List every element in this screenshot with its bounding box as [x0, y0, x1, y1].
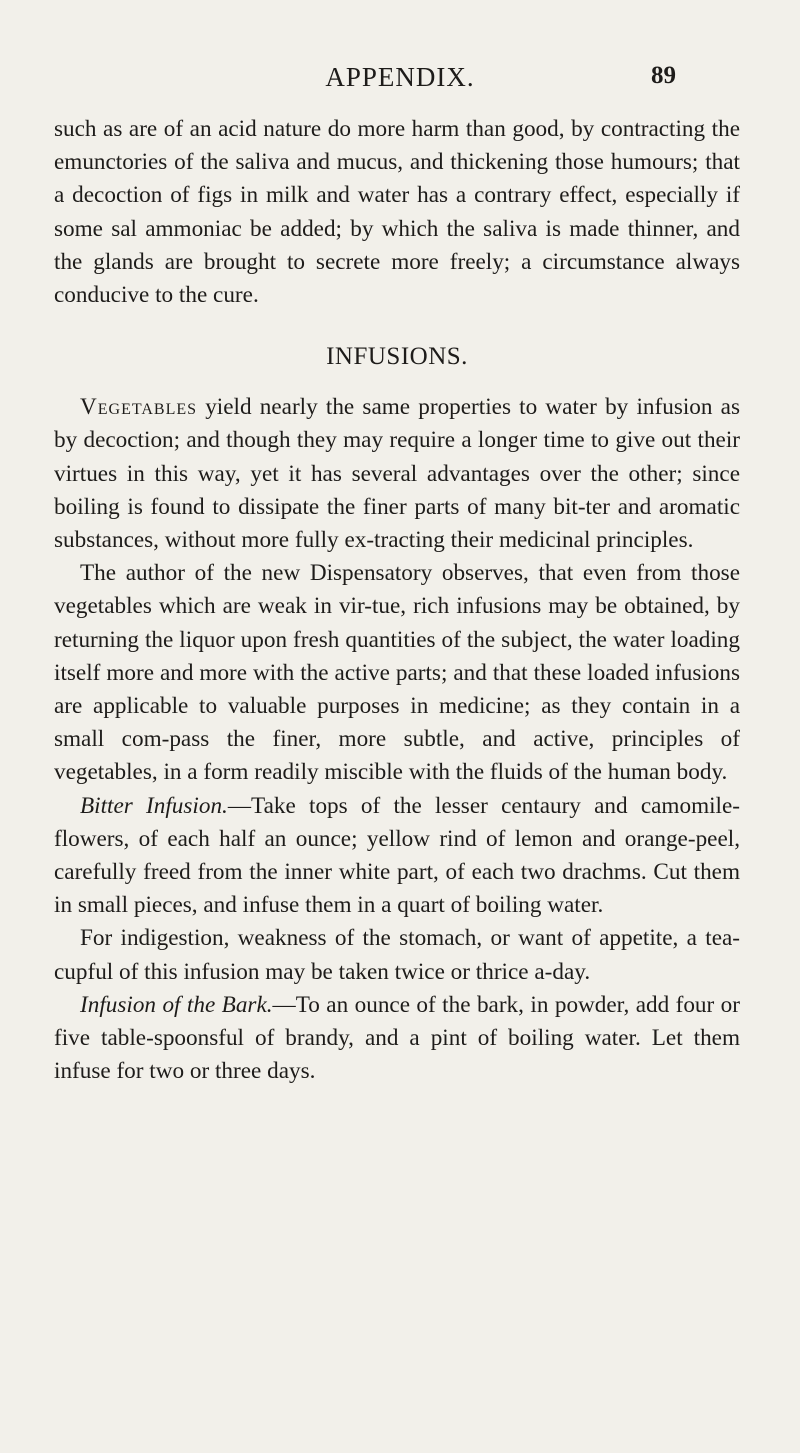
paragraph-text: —To an ounce of the bark, in powder, add four or five table-spoonsful of brandy, and a pint of boiling water. Let them infuse for two or three days.: [54, 991, 740, 1085]
paragraph-bitter-infusion: [54, 790, 740, 923]
paragraph-text: —Take tops of the lesser centaury and camomile-flowers, of each half an ounce; yellow rind of lemon and orange-peel, carefully freed from the inner white part, of each two drachms. Cut them in small pieces, and infuse them in a quart of boiling water.: [54, 792, 741, 919]
running-head: [0, 62, 800, 98]
paragraph-text: yield nearly the same properties to water by infusion as by decoction; and though they may require a longer time to give out their virtues in this way, yet it has several advantages over the other; since boiling is found to dissipate the finer parts of many bit-ter and aromatic substances, without more fully ex-tracting their medicinal principles.: [54, 394, 740, 554]
paragraph-vegetables: [54, 391, 740, 557]
recipe-title: Bitter Infusion.: [80, 792, 228, 819]
body-text: [54, 113, 740, 1088]
paragraph-bark-infusion: [54, 989, 740, 1089]
page-number: 89: [651, 62, 676, 89]
paragraph-dispensatory: The author of the new Dispensatory observes, that even from those vegetables which are weak in vir-tue, rich infusions may be obtained, by returning the liquor upon fresh quantities of the subject, the water loading itself more and more with the active parts; and that these loaded infusions are applicable to valuable purposes in medicine; as they contain in a small com-pass the finer, more subtle, and active, principles of vegetables, in a form readily miscible with the fluids of the human body.: [54, 560, 740, 786]
paragraph-continuation: such as are of an acid nature do more harm than good, by contracting the emunctories of the saliva and mucus, and thickening those humours; that a decoction of figs in milk and water has a contrary effect, especially if some sal ammoniac be added; by which the saliva is made thinner, and the glands are brought to secrete more freely; a circumstance always conducive to the cure.: [54, 116, 740, 309]
paragraph-indigestion: For indigestion, weakness of the stomach, or want of appetite, a tea-cupful of this infusion may be taken twice or thrice a-day.: [54, 925, 740, 985]
recipe-title: Infusion of the Bark.: [80, 991, 273, 1018]
running-title: APPENDIX.: [325, 62, 475, 92]
lead-word: Vegetables: [80, 394, 198, 421]
section-heading: INFUSIONS.: [326, 343, 468, 371]
